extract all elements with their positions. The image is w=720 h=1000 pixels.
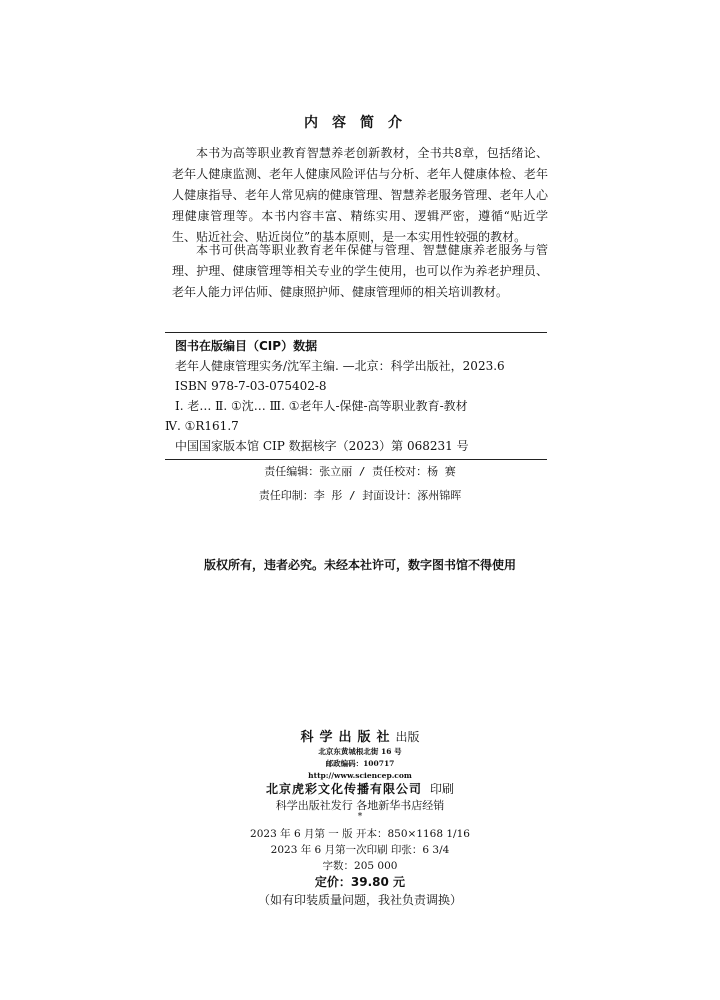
printer-line: [0, 780, 720, 797]
cip-classification-code: Ⅳ. ①R161.7: [165, 419, 239, 433]
distribution-line: 科学出版社发行 各地新华书店经销: [275, 799, 445, 812]
staff-production: 责任印制：李 彤 / 封面设计：涿州锦晖: [258, 489, 462, 502]
publisher-line: [0, 726, 720, 745]
printer-name: 北京虎彩文化传播有限公司: [265, 782, 422, 796]
page-title: 内容简介: [304, 115, 416, 131]
summary-paragraph-1: 本书为高等职业教育智慧养老创新教材，全书共8章，包括绪论、老年人健康监测、老年人健康风险评估与分析、老年人健康体检、老年人健康指导、老年人常见病的健康管理、智慧养老服务管理、老年人心理健康管理等。本书内容丰富、精练实用、逻辑严密，遵循“贴近学生、贴近社会、贴近岗位”的基本原则，是一本实用性较强的教材。: [172, 146, 548, 244]
cip-isbn: ISBN 978-7-03-075402-8: [175, 379, 327, 393]
cip-number: 中国国家版本馆 CIP 数据核字（2023）第 068231 号: [175, 439, 469, 453]
cip-data-block: [165, 332, 547, 460]
word-count: 字数：205 000: [322, 860, 398, 872]
price: 定价：39.80 元: [314, 875, 406, 889]
publisher-suffix: 出版: [395, 730, 420, 744]
publisher-address: 北京东黄城根北街 16 号: [318, 747, 402, 756]
separator-star: *: [357, 812, 363, 822]
cip-bibliographic-line: 老年人健康管理实务/沈军主编. —北京：科学出版社，2023.6: [175, 359, 505, 373]
copyright-notice: 版权所有，违者必究。未经本社许可，数字图书馆不得使用: [203, 558, 516, 572]
cip-heading: 图书在版编目（CIP）数据: [175, 339, 318, 353]
printer-suffix: 印刷: [430, 782, 455, 796]
publisher-name: 科学出版社: [300, 730, 396, 745]
staff-editors: 责任编辑：张立丽 / 责任校对：杨 赛: [264, 465, 456, 478]
summary-paragraph-2: 本书可供高等职业教育老年保健与管理、智慧健康养老服务与管理、护理、健康管理等相关专业的学生使用，也可以作为养老护理员、老年人能力评估师、健康照护师、健康管理师的相关培训教材。: [172, 243, 548, 299]
cip-classification: Ⅰ. 老… Ⅱ. ①沈… Ⅲ. ①老年人-保健-高等职业教育-教材: [175, 399, 468, 413]
quality-note: （如有印装质量问题，我社负责调换）: [257, 893, 462, 907]
printing-line: 2023 年 6 月第一次印刷 印张：6 3/4: [270, 844, 450, 856]
publisher-website: http://www.sciencep.com: [308, 771, 412, 780]
edition-line: 2023 年 6 月第 一 版 开本：850×1168 1/16: [250, 828, 470, 840]
publisher-postcode: 邮政编码：100717: [325, 759, 395, 768]
